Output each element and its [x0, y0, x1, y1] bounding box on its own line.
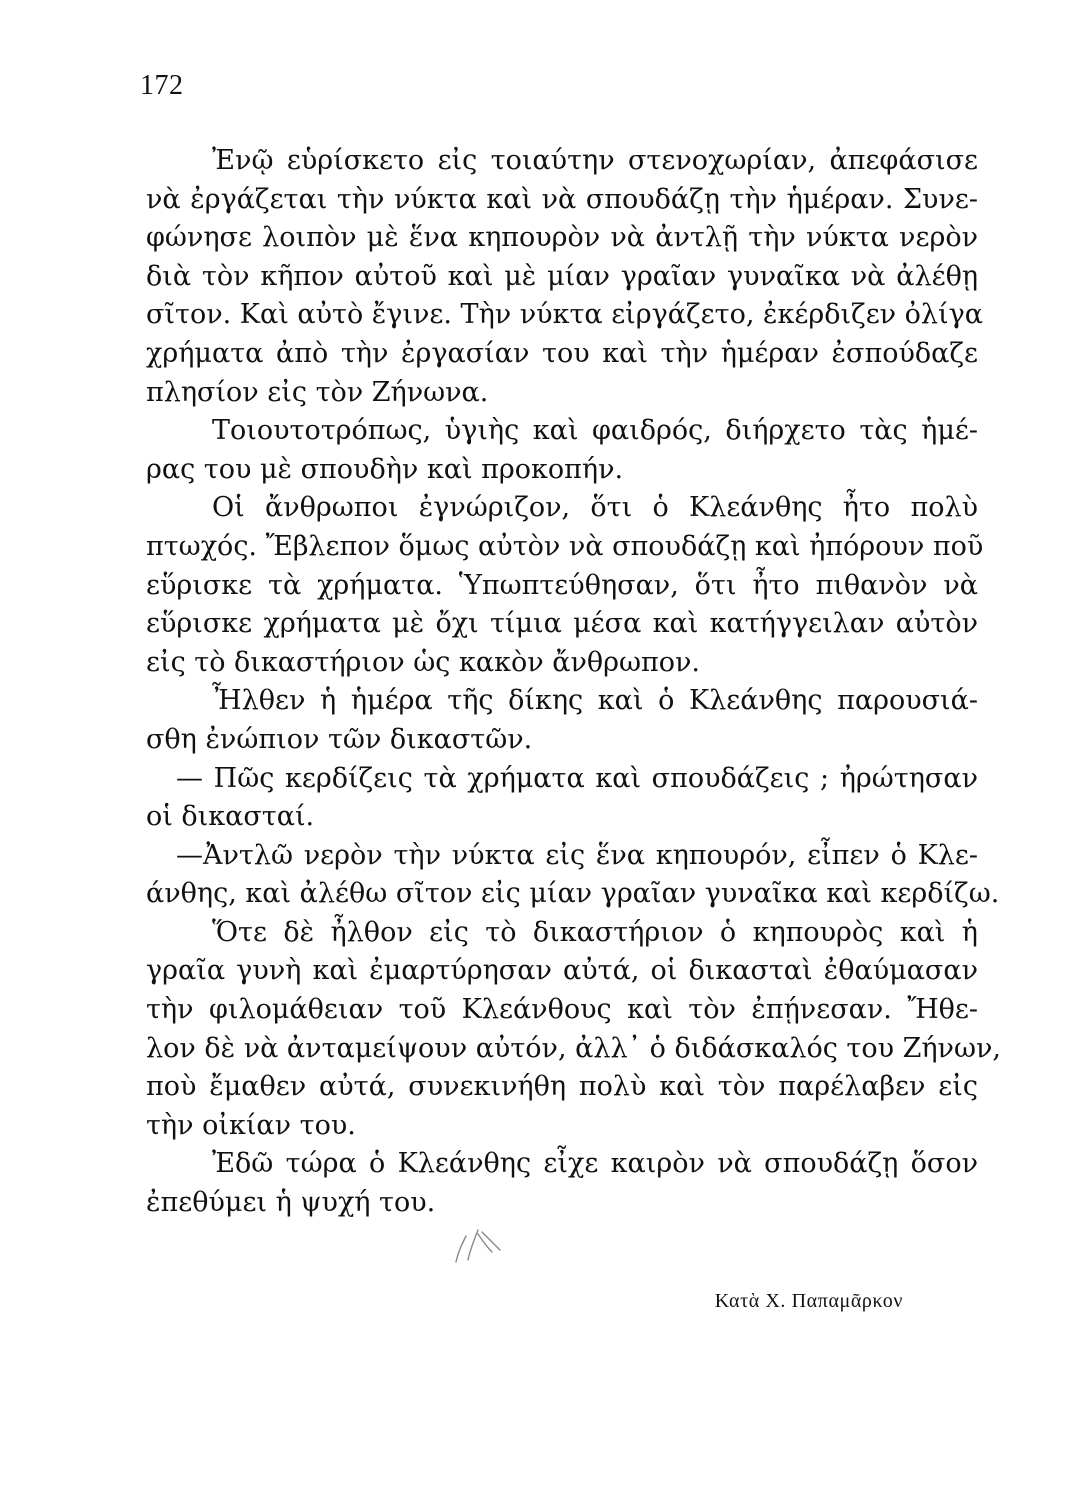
text-line: λον δὲ νὰ ἀνταμείψουν αὐτόν, ἀλλ᾽ ὁ διδάσκαλός του Ζήνων,	[146, 1032, 1001, 1064]
text-line: σῖτον. Καὶ αὐτὸ ἔγινε. Τὴν νύκτα εἰργάζετο, ἐκέρδιζεν ὀλίγα	[146, 299, 983, 331]
text-line: εὕρισκε χρήματα μὲ ὄχι τίμια μέσα καὶ κατήγγειλαν αὐτὸν	[146, 608, 978, 640]
text-line: ποὺ ἔμαθεν αὐτά, συνεκινήθη πολὺ καὶ τὸν παρέλαβεν εἰς	[146, 1071, 978, 1103]
text-line: διὰ τὸν κῆπον αὐτοῦ καὶ μὲ μίαν γραῖαν γυναῖκα νὰ ἀλέθῃ	[146, 260, 978, 292]
text-line: σθη ἐνώπιον τῶν δικαστῶν.	[146, 723, 533, 755]
text-line: νὰ ἐργάζεται τὴν νύκτα καὶ νὰ σπουδάζῃ τὴν ἡμέραν. Συνε-	[146, 183, 978, 215]
text-line: πτωχός. Ἔβλεπον ὅμως αὐτὸν νὰ σπουδάζῃ καὶ ἠπόρουν ποῦ	[146, 530, 984, 562]
text-line: φώνησε λοιπὸν μὲ ἕνα κηπουρὸν νὰ ἀντλῇ τὴν νύκτα νερὸν	[146, 222, 978, 254]
page-number: 172	[140, 70, 184, 101]
text-line: —Ἀντλῶ νερὸν τὴν νύκτα εἰς ἕνα κηπουρόν, εἶπεν ὁ Κλε-	[176, 839, 978, 871]
text-line: ρας του μὲ σπουδὴν καὶ προκοπήν.	[146, 453, 624, 485]
text-line: εὕρισκε τὰ χρήματα. Ὑπωπτεύθησαν, ὅτι ἦτο πιθανὸν νὰ	[146, 569, 978, 601]
pencil-mark-icon	[448, 1222, 508, 1272]
text-line: πλησίον εἰς τὸν Ζήνωνα.	[146, 376, 489, 408]
text-line: — Πῶς κερδίζεις τὰ χρήματα καὶ σπουδάζεις ; ἠρώτησαν	[176, 762, 978, 794]
text-line: οἱ δικασταί.	[146, 801, 315, 833]
text-line: γραῖα γυνὴ καὶ ἐμαρτύρησαν αὐτά, οἱ δικασταὶ ἐθαύμασαν	[146, 955, 978, 987]
text-line: άνθης, καὶ ἀλέθω σῖτον εἰς μίαν γραῖαν γυναῖκα καὶ κερδίζω.	[146, 878, 1000, 910]
text-line: τὴν φιλομάθειαν τοῦ Κλεάνθους καὶ τὸν ἐπῄνεσαν. Ἤθε-	[146, 994, 978, 1026]
text-line: Ἦλθεν ἡ ἡμέρα τῆς δίκης καὶ ὁ Κλεάνθης παρουσιά-	[212, 685, 978, 717]
text-line: τὴν οἰκίαν του.	[146, 1109, 356, 1141]
text-line: Ὅτε δὲ ἦλθον εἰς τὸ δικαστήριον ὁ κηπουρὸς καὶ ἡ	[212, 916, 978, 948]
text-line: Ἐνῷ εὑρίσκετο εἰς τοιαύτην στενοχωρίαν, ἀπεφάσισε	[212, 145, 978, 176]
text-line: Ἐδῶ τώρα ὁ Κλεάνθης εἶχε καιρὸν νὰ σπουδάζῃ ὅσον	[212, 1148, 978, 1180]
text-line: εἰς τὸ δικαστήριον ὡς κακὸν ἄνθρωπον.	[146, 646, 701, 678]
text-line: Τοιουτοτρόπως, ὑγιὴς καὶ φαιδρός, διήρχετο τὰς ἡμέ-	[212, 415, 978, 447]
text-line: ἐπεθύμει ἡ ψυχή του.	[146, 1187, 436, 1219]
signature: Κατὰ Χ. Παπαμᾶρκον	[714, 1290, 903, 1312]
text-line: Οἱ ἄνθρωποι ἐγνώριζον, ὅτι ὁ Κλεάνθης ἦτο πολὺ	[212, 492, 978, 524]
text-line: χρήματα ἀπὸ τὴν ἐργασίαν του καὶ τὴν ἡμέραν ἐσπούδαζε	[146, 337, 978, 369]
body-text	[146, 142, 1001, 1223]
